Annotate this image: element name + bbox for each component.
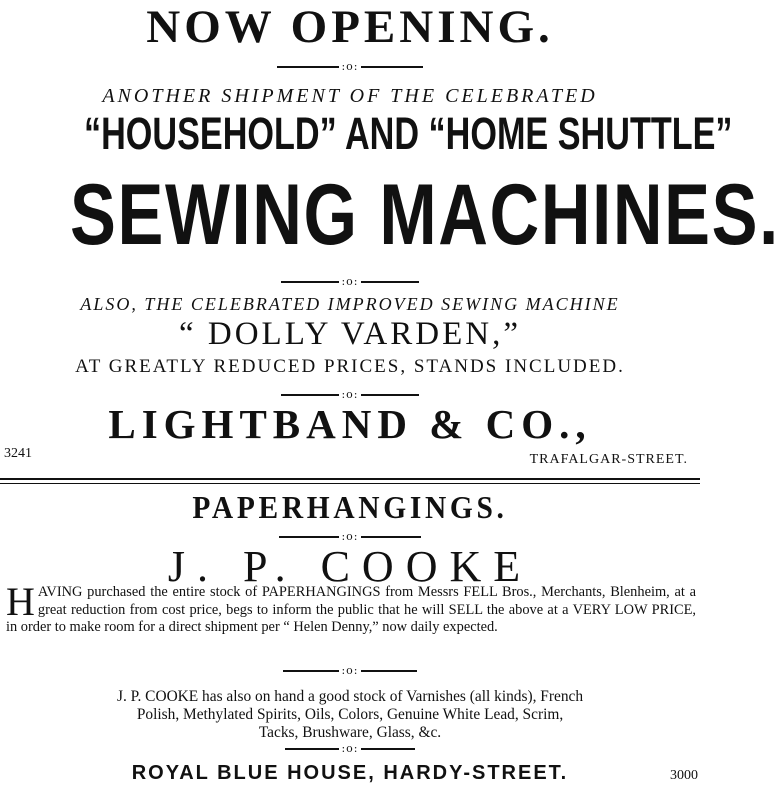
model-name: “ DOLLY VARDEN,” (179, 316, 521, 352)
divider: :o: (0, 388, 700, 402)
ad-separator-rule (0, 478, 700, 480)
brand-names: “HOUSEHOLD” AND “HOME SHUTTLE” (84, 108, 733, 159)
paragraph-text: AVING purchased the entire stock of PAPERHANGINGS from Messrs FELL Bros., Merchants, Blenheim, at a great reduction from cost price, begs to inform the public that he will SELL the above at a VERY LOW PRICE, in order to make room for a direct shipment per “ Helen Denny,” now daily expected. (6, 584, 696, 635)
divider: :o: (0, 530, 700, 544)
divider: :o: (0, 60, 700, 74)
stock-list (0, 688, 700, 742)
price-offer: AT GREATLY REDUCED PRICES, STANDS INCLUDED. (75, 356, 625, 377)
headline-now-opening: NOW OPENING. (146, 1, 554, 53)
stock-list-line: Polish, Methylated Spirits, Oils, Colors, Genuine White Lead, Scrim, (136, 706, 564, 723)
announcement-paragraph (6, 579, 696, 637)
merchant-name: J. P. COOKE (167, 542, 533, 591)
subheading-shipment: ANOTHER SHIPMENT OF THE CELEBRATED (102, 85, 598, 107)
drop-cap: H (6, 579, 35, 624)
product-heading: SEWING MACHINES. (70, 167, 780, 263)
divider: :o: (0, 275, 700, 289)
headline-paperhangings: PAPERHANGINGS. (192, 489, 508, 525)
divider: :o: (0, 664, 700, 678)
store-name-address: ROYAL BLUE HOUSE, HARDY-STREET. (131, 762, 569, 784)
ad-reference-number: 3241 (4, 446, 32, 461)
stock-list-line: J. P. COOKE has also on hand a good stock of Varnishes (all kinds), French (116, 688, 584, 705)
stock-list-line: Tacks, Brushware, Glass, &c. (258, 724, 442, 741)
company-address: TRAFALGAR-STREET. (529, 452, 688, 467)
ad-reference-number: 3000 (670, 768, 698, 783)
also-line: ALSO, THE CELEBRATED IMPROVED SEWING MACHINE (80, 294, 620, 314)
company-name: LIGHTBAND & CO., (108, 401, 592, 447)
divider: :o: (0, 742, 700, 756)
ad-separator-rule (0, 483, 700, 484)
